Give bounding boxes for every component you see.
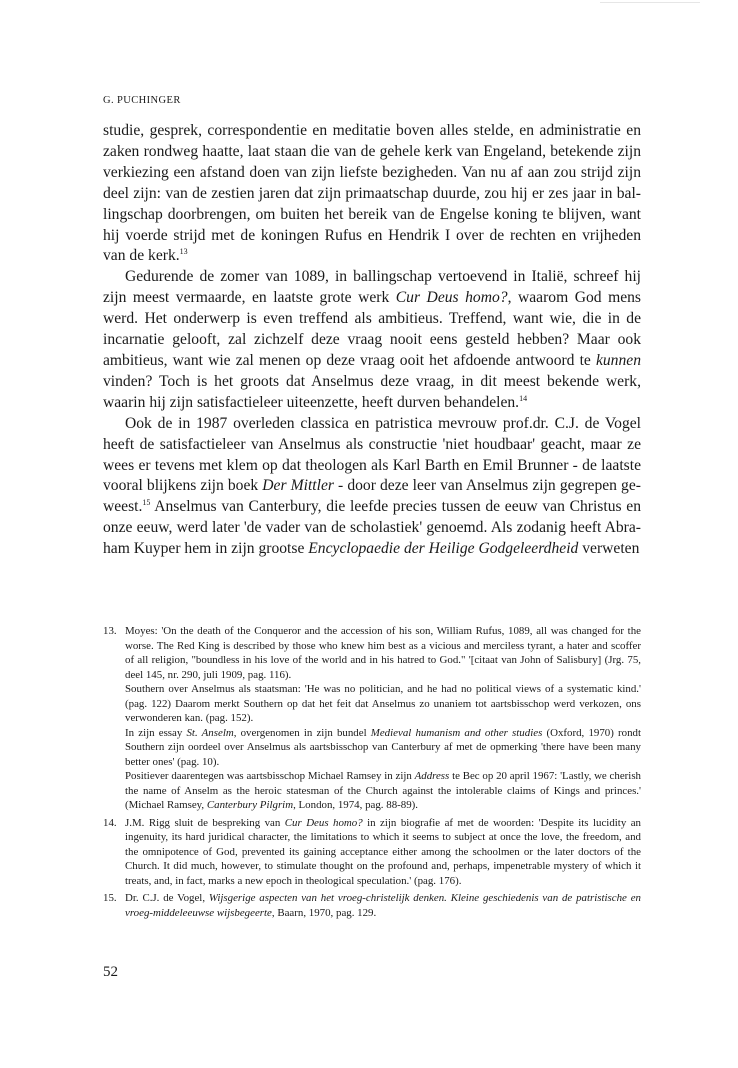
italic-text: Encyclopaedie der Heilige Godgeleerdheid (308, 540, 579, 558)
text-run: , London, 1974, pag. 88-89). (293, 799, 419, 811)
footnote-number: 13. (103, 625, 117, 637)
italic-text: Cur Deus homo? (284, 816, 363, 829)
text-run: vinden? Toch is het groots dat Anselmus deze vraag, in dit meest bekende werk, waarin hij zijn satisfactieleer uiteenzette, heeft durven behandelen. (103, 372, 641, 411)
text-run: (Oxford, 1970) rondt Southern zijn oordeel over Anselmus als aartsbisschop van Canterbury af met de opmerking 'there have been many better ones' (pag. 10). (125, 726, 642, 768)
footnote-ref: 13 (179, 247, 188, 257)
text-run: Anselmus van Canterbury, die leefde precies tussen de eeuw van Christus en onze eeuw, werd later 'de vader van de scholastiek' genoemd. Als zodanig heeft Abraham Kuyper hem in zijn grootse (103, 498, 641, 558)
text-run: Moyes: 'On the death of the Conqueror and the accession of his son, William Rufus, 1089, all was changed for the worse. The Red King is described by those who knew him best as a vicious and merciless tyrant, a hater and scoffer of all religion, "boundless in his love of the world and in his hatred to God." '[citaat van John of Salisbury] (Jrg. 75, deel 145, nr. 290, juli 1909, pag. 116). (125, 625, 641, 681)
footnote (103, 891, 641, 920)
body-paragraph (103, 414, 641, 560)
italic-text: Medieval humanism and other studies (370, 726, 543, 739)
footnote-line (125, 816, 641, 889)
text-run: , Baarn, 1970, pag. 129. (271, 906, 377, 919)
text-run: , waarom God mens werd. Het onderwerp is even treffend als ambitieus. Treffend, want wie, die in de incarnatie gelooft, zal zichzelf deze vraag nooit eens gesteld hebben? Maar ook ambitieus, want wie zal menen op deze vraag ooit het afdoende antwoord te (103, 289, 642, 369)
text-run: Dr. C.J. de Vogel, (125, 892, 209, 904)
text-run: , overgenomen in zijn bundel (233, 726, 371, 739)
footnote-line (125, 769, 641, 813)
text-run: In zijn essay (125, 726, 187, 739)
page-number: 52 (103, 964, 118, 980)
italic-text: Der Mittler (262, 477, 334, 495)
footnote-number: 14. (103, 816, 117, 829)
italic-text: Wijsgerige aspecten van het vroeg-christelijk denken. Kleine geschiedenis van de patristische en vroeg-middeleeuwse wijsbegeerte (125, 892, 641, 919)
text-run: Southern over Anselmus als staatsman: 'He was no politician, and he had no political views of a systematic kind.' (pag. 122) Daarom merkt Southern op dat het feit dat Anselmus zo unaniem tot aartsbisschop werd verkozen, ons verwonderen kan. (pag. 152). (125, 683, 641, 724)
footnote-ref: 14 (519, 393, 528, 403)
page-edge-line (600, 2, 700, 3)
footnote-line (125, 726, 641, 770)
italic-text: Address (414, 770, 450, 782)
italic-text: kunnen (595, 351, 641, 369)
body-text (103, 121, 641, 560)
text-run: in zijn biografie af met de woorden: 'Despite its lucidity an ingenuity, its hard juridical character, the limitations to which it seems to subject at once the love, the freedom, and the omnipotence of God, prevented its gaining acceptance either among the schoolmen or the later doctors of the Church. It did much, however, to stimulate thought on the profound and, perhaps, impenetrable mystery of which it treats, and, in fact, marks a new epoch in theological speculation.' (pag. 176). (125, 816, 641, 887)
text-run: Positiever daarentegen was aartsbisschop Michael Ramsey in zijn (125, 770, 415, 782)
running-head: G. PUCHINGER (103, 95, 181, 106)
footnote-line (125, 682, 641, 726)
footnote-ref: 15 (142, 498, 151, 508)
footnote (103, 624, 641, 813)
footnote-line (125, 624, 641, 682)
footnotes (103, 624, 641, 923)
footnote-number: 15. (103, 892, 117, 904)
text-run: Gedurende de zomer van 1089, in ballingschap vertoevend in Italië, schreef hij zijn meest vermaarde, en laatste grote werk (103, 268, 641, 307)
body-paragraph (103, 267, 641, 413)
text-run: studie, gesprek, correspondentie en meditatie boven alles stelde, en administratie en zaken rondweg haatte, laat staan die van de gehele kerk van Engeland, betekende zijn verkiezing een afstand doen van zijn liefste bezigheden. Van nu af aan zou strijd zijn deel zijn: van de zestien jaren dat zijn primaatschap duurde, zou hij er zes jaar in ballingschap doorbrengen, om buiten het bereik van de Engelse koning te blijven, want hij voerde strijd met de koningen Rufus en Hendrik I over de rechten en vrijheden van de kerk. (103, 122, 641, 265)
italic-text: Canterbury Pilgrim (206, 799, 294, 811)
text-run: te Bec op 20 april 1967: 'Lastly, we cherish the name of Anselm as the heroic statesman of the Church against the intolerable claims of Kings and princes.' (Michael Ramsey, (125, 770, 641, 811)
italic-text: Cur Deus homo? (395, 289, 508, 307)
footnote (103, 816, 641, 889)
italic-text: St. Anselm (186, 726, 234, 739)
text-run: - door deze leer van Anselmus zijn gegrepen geweest. (103, 477, 641, 516)
text-run: verweten (578, 540, 640, 558)
text-run: J.M. Rigg sluit de bespreking van (125, 816, 285, 829)
body-paragraph (103, 121, 641, 267)
text-run: Ook de in 1987 overleden classica en patristica mevrouw prof.dr. C.J. de Vogel heeft de satisfactieleer van Anselmus als constructie 'niet houdbaar' geacht, maar ze wees er tevens met klem op dat theologen als Karl Barth en Emil Brunner - de laatste vooral blijkens zijn boek (103, 414, 641, 495)
footnote-line (125, 891, 641, 920)
